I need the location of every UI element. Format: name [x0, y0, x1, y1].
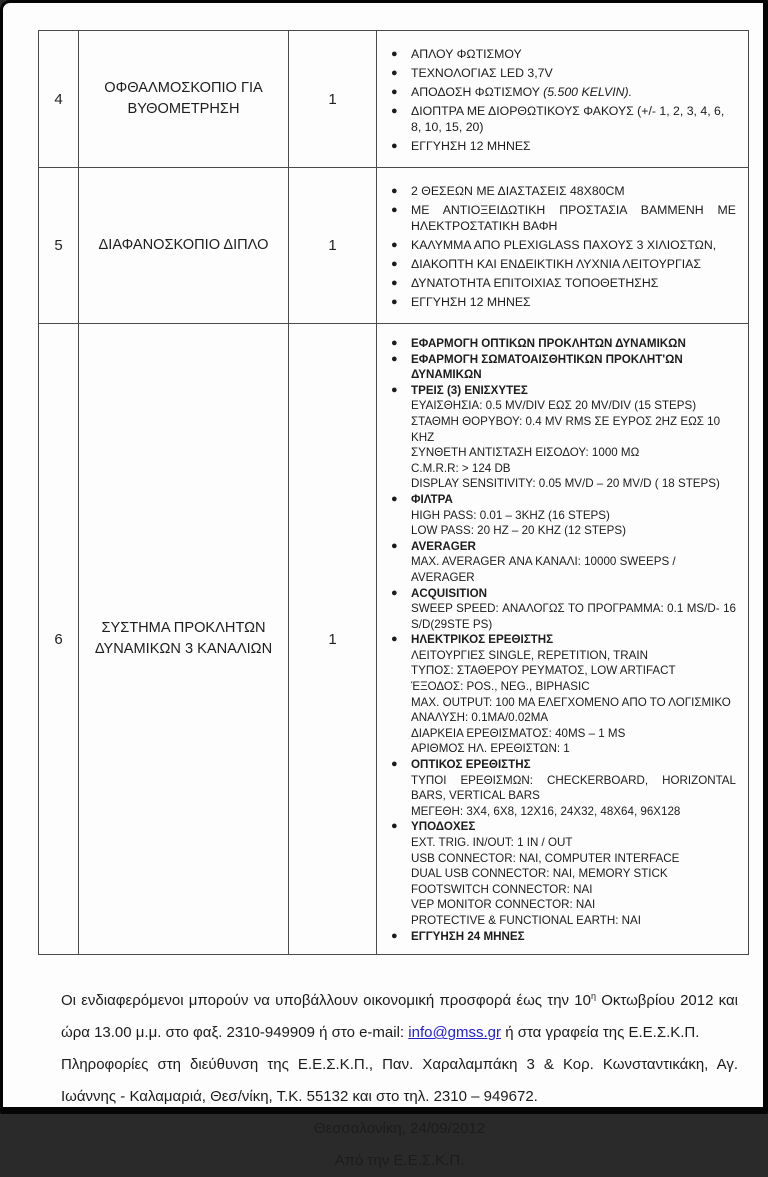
spec-text: EXT. TRIG. IN/OUT: 1 IN / OUT: [411, 836, 573, 849]
spec-list: [385, 46, 738, 154]
spec-line: [385, 414, 738, 445]
spec-text: SWEEP SPEED: ΑΝΑΛΟΓΩΣ ΤΟ ΠΡΟΓΡΑΜΜΑ: 0.1 MS/D- 16 S/D(29STE PS): [411, 602, 736, 631]
footer-signoff: Από την Ε.Ε.Σ.Κ.Π.: [334, 1152, 465, 1170]
item-name: ΔΙΑΦΑΝΟΣΚΟΠΙΟ ΔΙΠΛΟ: [79, 168, 289, 324]
spec-text: ΑΠΛΟΥ ΦΩΤΙΣΜΟΥ: [411, 47, 522, 61]
spec-line: [385, 461, 738, 477]
table-row: [39, 324, 749, 955]
bullet-icon: ●: [391, 758, 398, 771]
email-link[interactable]: info@gmss.gr: [408, 1024, 502, 1042]
spec-text: ΕΦΑΡΜΟΓΗ ΣΩΜΑΤΟΑΙΣΘΗΤΙΚΩΝ ΠΡΟΚΛΗΤ'ΩΝ ΔΥΝΑΜΙΚΩΝ: [411, 352, 683, 382]
spec-line: [385, 539, 738, 555]
bullet-icon: ●: [391, 86, 398, 98]
bullet-icon: ●: [391, 204, 398, 216]
bullet-icon: ●: [391, 67, 398, 79]
spec-line: [385, 663, 738, 679]
spec-line: [385, 523, 738, 539]
spec-line: [385, 882, 738, 898]
spec-line: [385, 897, 738, 913]
spec-line: [385, 773, 738, 804]
spec-line: [385, 586, 738, 602]
spec-text: ΗΛΕΚΤΡΙΚΟΣ ΕΡΕΘΙΣΤΗΣ: [411, 633, 554, 647]
spec-text: ΣΥΝΘΕΤΗ ΑΝΤΙΣΤΑΣΗ ΕΙΣΟΔΟΥ: 1000 ΜΩ: [411, 446, 640, 460]
spec-line: [385, 336, 738, 352]
spec-text: ΔΙΑΚΟΠΤΗ ΚΑΙ ΕΝΔΕΙΚΤΙΚΗ ΛΥΧΝΙΑ ΛΕΙΤΟΥΡΓΙΑΣ: [411, 257, 701, 271]
spec-text: ΔΙΑΡΚΕΙΑ ΕΡΕΘΙΣΜΑΤΟΣ: 40MS – 1 MS: [411, 726, 626, 740]
spec-text: ΈΞΟΔΟΣ: POS., NEG., BIPHASIC: [411, 680, 590, 694]
spec-text: ΑΡΙΘΜΟΣ ΗΛ. ΕΡΕΘΙΣΤΩΝ: 1: [411, 742, 570, 756]
footer-paragraph-contact: Πληροφορίες στη διεύθυνση της Ε.Ε.Σ.Κ.Π., Παν. Χαραλαμπάκη 3 & Κορ. Κωνσταντικάκη, Αγ. Ιωάννης - Καλαμαριά, Θεσ/νίκη, Τ.Κ. 55132 και στο τηλ. 2310 – 949672.: [61, 1056, 738, 1106]
item-qty: 1: [289, 168, 377, 324]
spec-line: [385, 601, 738, 632]
spec-line: [385, 695, 738, 711]
bullet-icon: ●: [391, 383, 398, 396]
spec-line: [385, 275, 738, 291]
spec-line: [385, 237, 738, 253]
spec-text: ΔΥΝΑΤΟΤΗΤΑ ΕΠΙΤΟΙΧΙΑΣ ΤΟΠΟΘΕΤΗΣΗΣ: [411, 276, 659, 290]
spec-line: [385, 835, 738, 851]
footer-paragraph-submission: [61, 985, 738, 1049]
page-content: [3, 3, 763, 1177]
spec-line: [385, 183, 738, 199]
item-name: ΣΥΣΤΗΜΑ ΠΡΟΚΛΗΤΩΝ ΔΥΝΑΜΙΚΩΝ 3 ΚΑΝΑΛΙΩΝ: [79, 324, 289, 955]
spec-text: ΜΕΓΕΘΗ: 3X4, 6X8, 12X16, 24X32, 48X64, 96X128: [411, 804, 681, 818]
spec-line: [385, 476, 738, 492]
spec-text: VEP MONITOR CONNECTOR: NAI: [411, 898, 596, 912]
spec-list: [385, 336, 738, 944]
spec-line: [385, 913, 738, 929]
spec-line: [385, 492, 738, 508]
bullet-icon: ●: [391, 929, 398, 942]
spec-line: [385, 383, 738, 399]
table-row: [39, 168, 749, 324]
bullet-icon: ●: [391, 296, 398, 308]
item-qty: 1: [289, 324, 377, 955]
bullet-icon: ●: [391, 539, 398, 552]
spec-text: MAX. AVERAGER ΑΝΑ ΚΑΝΑΛΙ: 10000 SWEEPS / AVERAGER: [411, 555, 676, 584]
spec-line: [385, 554, 738, 585]
spec-text: HIGH PASS: 0.01 – 3KHZ (16 STEPS): [411, 508, 610, 522]
spec-text: ΕΓΓΥΗΣΗ 24 ΜΗΝΕΣ: [411, 929, 525, 943]
spec-text: DISPLAY SENSITIVITY: 0.05 MV/D – 20 MV/D ( 18 STEPS): [411, 477, 720, 491]
spec-text: MAX. OUTPUT: 100 MA ΕΛΕΓΧΟΜΕΝΟ ΑΠΟ ΤΟ ΛΟΓΙΣΜΙΚΟ: [411, 695, 731, 709]
bullet-icon: ●: [391, 820, 398, 833]
bullet-icon: ●: [391, 337, 398, 349]
spec-line: [385, 804, 738, 820]
spec-text: ΔΙΟΠΤΡΑ ΜΕ ΔΙΟΡΘΩΤΙΚΟΥΣ ΦΑΚΟΥΣ (+/- 1, 2, 3, 4, 6, 8, 10, 15, 20): [411, 104, 725, 134]
spec-text: ΛΕΙΤΟΥΡΓΙΕΣ SINGLE, REPETITION, TRAIN: [411, 648, 648, 662]
spec-table-body: [39, 31, 749, 955]
spec-line: [385, 508, 738, 524]
spec-line: [385, 103, 738, 135]
spec-list: [385, 183, 738, 310]
bullet-icon: ●: [391, 140, 398, 152]
spec-text: AVERAGER: [411, 539, 476, 553]
spec-line: [385, 445, 738, 461]
spec-line: [385, 851, 738, 867]
spec-line: [385, 65, 738, 81]
spec-line: [385, 46, 738, 62]
spec-line: [385, 398, 738, 414]
bullet-icon: ●: [391, 277, 398, 289]
footer-text-segment: ή στα γραφεία της Ε.Ε.Σ.Κ.Π.: [501, 1024, 700, 1042]
spec-text: 2 ΘΕΣΕΩΝ ΜΕ ΔΙΑΣΤΑΣΕΙΣ 48X80CM: [411, 184, 625, 198]
spec-line: [385, 929, 738, 945]
spec-text: ΤΥΠΟΣ: ΣΤΑΘΕΡΟΥ ΡΕΥΜΑΤΟΣ, LOW ARTIFACT: [411, 664, 676, 678]
spec-text: USB CONNECTOR: NAI, COMPUTER INTERFACE: [411, 851, 680, 865]
spec-text: PROTECTIVE & FUNCTIONAL EARTH: NAI: [411, 913, 641, 927]
spec-text: ΚΑΛΥΜΜΑ ΑΠΟ PLEXIGLASS ΠΑΧΟΥΣ 3 ΧΙΛΙΟΣΤΩΝ,: [411, 238, 717, 252]
spec-line: [385, 757, 738, 773]
spec-text: C.M.R.R: > 124 DB: [411, 461, 511, 475]
spec-line: [385, 726, 738, 742]
spec-text: ΑΠΟΔΟΣΗ ΦΩΤΙΣΜΟΥ (5.500 KELVIN).: [411, 85, 633, 99]
spec-line: [385, 202, 738, 234]
spec-text: ACQUISITION: [411, 586, 488, 600]
bullet-icon: ●: [391, 586, 398, 599]
footer-text-segment: Οκτωβρίου 2012 και ώρα 13.00 μ.μ. στο φαξ. 2310-949909 ή στο e-mail:: [61, 992, 738, 1042]
item-qty: 1: [289, 31, 377, 168]
item-number: 4: [39, 31, 79, 168]
bullet-icon: ●: [391, 105, 398, 117]
bullet-icon: ●: [391, 48, 398, 60]
spec-text: ΜΕ ΑΝΤΙΟΞΕΙΔΩΤΙΚΗ ΠΡΟΣΤΑΣΙΑ ΒΑΜΜΕΝΗ ΜΕ ΗΛΕΚΤΡΟΣΤΑΤΙΚΗ ΒΑΦΗ: [411, 203, 736, 233]
spec-text: ΤΥΠΟΙ ΕΡΕΘΙΣΜΩΝ: CHECKERBOARD, HORIZONTAL BARS, VERTICAL BARS: [411, 773, 736, 803]
spec-text: ΟΠΤΙΚΟΣ ΕΡΕΘΙΣΤΗΣ: [411, 758, 531, 772]
footer-place-date: Θεσσαλονίκη, 24/09/2012: [313, 1120, 486, 1138]
spec-text: ΦΙΛΤΡΑ: [411, 492, 453, 506]
spec-line: [385, 632, 738, 648]
spec-line: [385, 648, 738, 664]
footer-text-segment: Οι ενδιαφερόμενοι μπορούν να υποβάλλουν οικονομική προσφορά έως την 10: [61, 992, 591, 1010]
spec-text: LOW PASS: 20 HZ – 20 KHZ (12 STEPS): [411, 524, 626, 538]
specifications-table: [38, 30, 749, 955]
bullet-icon: ●: [391, 185, 398, 197]
table-row: [39, 31, 749, 168]
bullet-icon: ●: [391, 352, 398, 365]
spec-line: [385, 256, 738, 272]
spec-line: [385, 84, 738, 100]
spec-text: ΤΡΕΙΣ (3) ΕΝΙΣΧΥΤΕΣ: [411, 383, 528, 397]
footer-block: [61, 985, 738, 1177]
spec-text: ΕΓΓΥΗΣΗ 12 ΜΗΝΕΣ: [411, 295, 531, 309]
spec-line: [385, 679, 738, 695]
spec-line: [385, 294, 738, 310]
spec-text: ΤΕΧΝΟΛΟΓΙΑΣ LED 3,7V: [411, 66, 553, 80]
bullet-icon: ●: [391, 492, 398, 505]
item-name: ΟΦΘΑΛΜΟΣΚΟΠΙΟ ΓΙΑ ΒΥΘΟΜΕΤΡΗΣΗ: [79, 31, 289, 168]
item-number: 6: [39, 324, 79, 955]
spec-line: [385, 866, 738, 882]
ordinal-superscript: η: [590, 991, 596, 1002]
spec-line: [385, 819, 738, 835]
bullet-icon: ●: [391, 239, 398, 251]
bullet-icon: ●: [391, 258, 398, 270]
spec-text: DUAL USB CONNECTOR: NAI, MEMORY STICK: [411, 867, 668, 881]
item-number: 5: [39, 168, 79, 324]
spec-text: ΕΓΓΥΗΣΗ 12 ΜΗΝΕΣ: [411, 139, 531, 153]
spec-line: [385, 352, 738, 383]
spec-text: ΕΥΑΙΣΘΗΣΙΑ: 0.5 MV/DIV ΕΩΣ 20 MV/DIV (15 STEPS): [411, 399, 697, 413]
spec-line: [385, 138, 738, 154]
spec-text: ΕΦΑΡΜΟΓΗ ΟΠΤΙΚΩΝ ΠΡΟΚΛΗΤΩΝ ΔΥΝΑΜΙΚΩΝ: [411, 337, 686, 350]
spec-line: [385, 741, 738, 757]
spec-text-italic: (5.500 KELVIN).: [543, 85, 633, 99]
spec-text: ΑΝΑΛΥΣΗ: 0.1ΜΑ/0.02ΜΑ: [411, 711, 549, 725]
spec-text: ΥΠΟΔΟΧΕΣ: [411, 820, 476, 834]
spec-text: FOOTSWITCH CONNECTOR: NAI: [411, 882, 593, 896]
spec-line: [385, 710, 738, 726]
bullet-icon: ●: [391, 633, 398, 646]
spec-text: ΣΤΑΘΜΗ ΘΟΡΥΒΟΥ: 0.4 MV RMS ΣΕ ΕΥΡΟΣ 2HZ ΕΩΣ 10 KHZ: [411, 414, 721, 444]
